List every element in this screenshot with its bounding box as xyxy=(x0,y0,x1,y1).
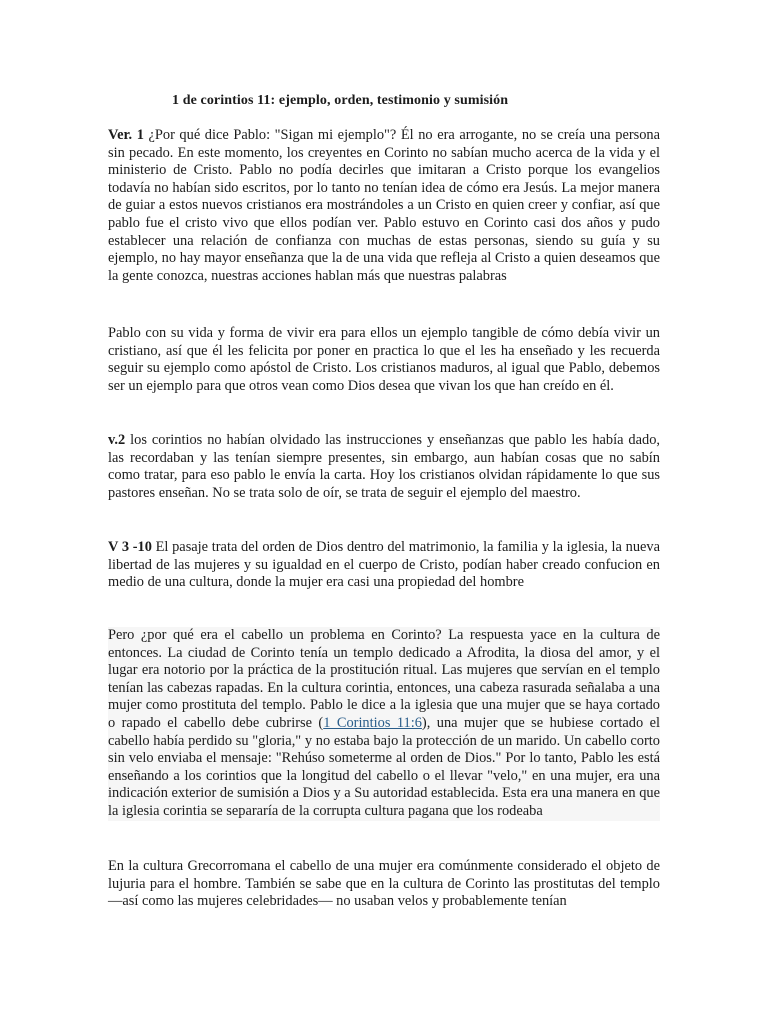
paragraph-text: Pablo con su vida y forma de vivir era para ellos un ejemplo tangible de cómo debía vivir un cristiano, así que él les felicita por poner en practica lo que el les ha enseñado y les recuerda seguir su ejemplo como apóstol de Cristo. Los cristianos maduros, al igual que Pablo, debemos ser un ejemplo para que otros vean como Dios desea que vivan los que han creído en él. xyxy=(108,325,660,394)
paragraph-text: ¿Por qué dice Pablo: "Sigan mi ejemplo"? Él no era arrogante, no se creía una persona sin pecado. En este momento, los creyentes en Corinto no sabían mucho acerca de la vida y el ministerio de Cristo. Pablo no podía decirles que imitaran a Cristo porque los evangelios todavía no habían sido escritos, por lo tanto no tenían idea de cómo era Jesús. La mejor manera de guiar a estos nuevos cristianos era mostrándoles a un Cristo en quien creer y confiar, así que pablo fue el cristo vivo que ellos podían ver. Pablo estuvo en Corinto casi dos años y pudo establecer una relación de confianza con muchas de estas personas, siendo su guía y su ejemplo, no hay mayor enseñanza que la de una vida que refleja al Cristo a quien deseamos que la gente conozca, nuestras acciones hablan más que nuestras palabras xyxy=(108,127,660,284)
verse-label: V 3 -10 xyxy=(108,539,152,555)
scripture-link[interactable]: 1 Corintios 11:6 xyxy=(323,714,422,731)
paragraph-grecorromana xyxy=(108,858,660,911)
paragraph-text: ), una mujer que se hubiese cortado el cabello había perdido su "gloria," y no estaba bajo la protección de un marido. Un cabello corto sin velo enviaba el mensaje: "Rehúso someterme al orden de Dios." Por lo tanto, Pablo les está enseñando a los corintios que la longitud del cabello o el llevar "velo," en una mujer, era una indicación exterior de sumisión a Dios y a Su autoridad establecida. Esta era una manera en que la iglesia corintia se separaría de la corrupta cultura pagana que los rodeaba xyxy=(108,714,660,819)
verse-label: v.2 xyxy=(108,432,126,448)
paragraph-text: los corintios no habían olvidado las instrucciones y enseñanzas que pablo les había dado, las recordaban y las tenían siempre presentes, sin embargo, aun habían cosas que no sabín como tratar, para eso pablo le envía la carta. Hoy los cristianos olvidan rápidamente lo que sus pastores enseñan. No se trata solo de oír, se trata de seguir el ejemplo del maestro. xyxy=(108,432,660,501)
verse-label: Ver. 1 xyxy=(108,127,144,143)
paragraph-v-2 xyxy=(108,432,660,502)
paragraph-text: En la cultura Grecorromana el cabello de una mujer era comúnmente considerado el objeto de lujuria para el hombre. También se sabe que en la cultura de Corinto las prostitutas del templo —así como las mujeres celebridades— no usaban velos y probablemente tenían xyxy=(108,858,660,910)
paragraph-text: Pero ¿por qué era el cabello un problema en Corinto? La respuesta yace en la cultura de entonces. La ciudad de Corinto tenía un templo dedicado a Afrodita, la diosa del amor, y el lugar era notorio por la práctica de la prostitución ritual. Las mujeres que servían en el templo tenían las cabezas rapadas. En la cultura corintia, entonces, una cabeza rasurada señalaba a una mujer como prostituta del templo. Pablo le dice a la iglesia que una mujer que se haya cortado o rapado el cabello debe cubrirse ( xyxy=(108,627,660,731)
paragraph-ejemplo xyxy=(108,325,660,395)
paragraph-v-3-10 xyxy=(108,539,660,592)
document-title: 1 de corintios 11: ejemplo, orden, testimonio y sumisión xyxy=(172,93,509,108)
paragraph-ver-1 xyxy=(108,127,660,285)
paragraph-text: El pasaje trata del orden de Dios dentro del matrimonio, la familia y la iglesia, la nueva libertad de las mujeres y su igualdad en el cuerpo de Cristo, podían haber creado confucion en medio de una cultura, donde la mujer era casi una propiedad del hombre xyxy=(108,539,660,591)
paragraph-cabello xyxy=(108,627,660,821)
